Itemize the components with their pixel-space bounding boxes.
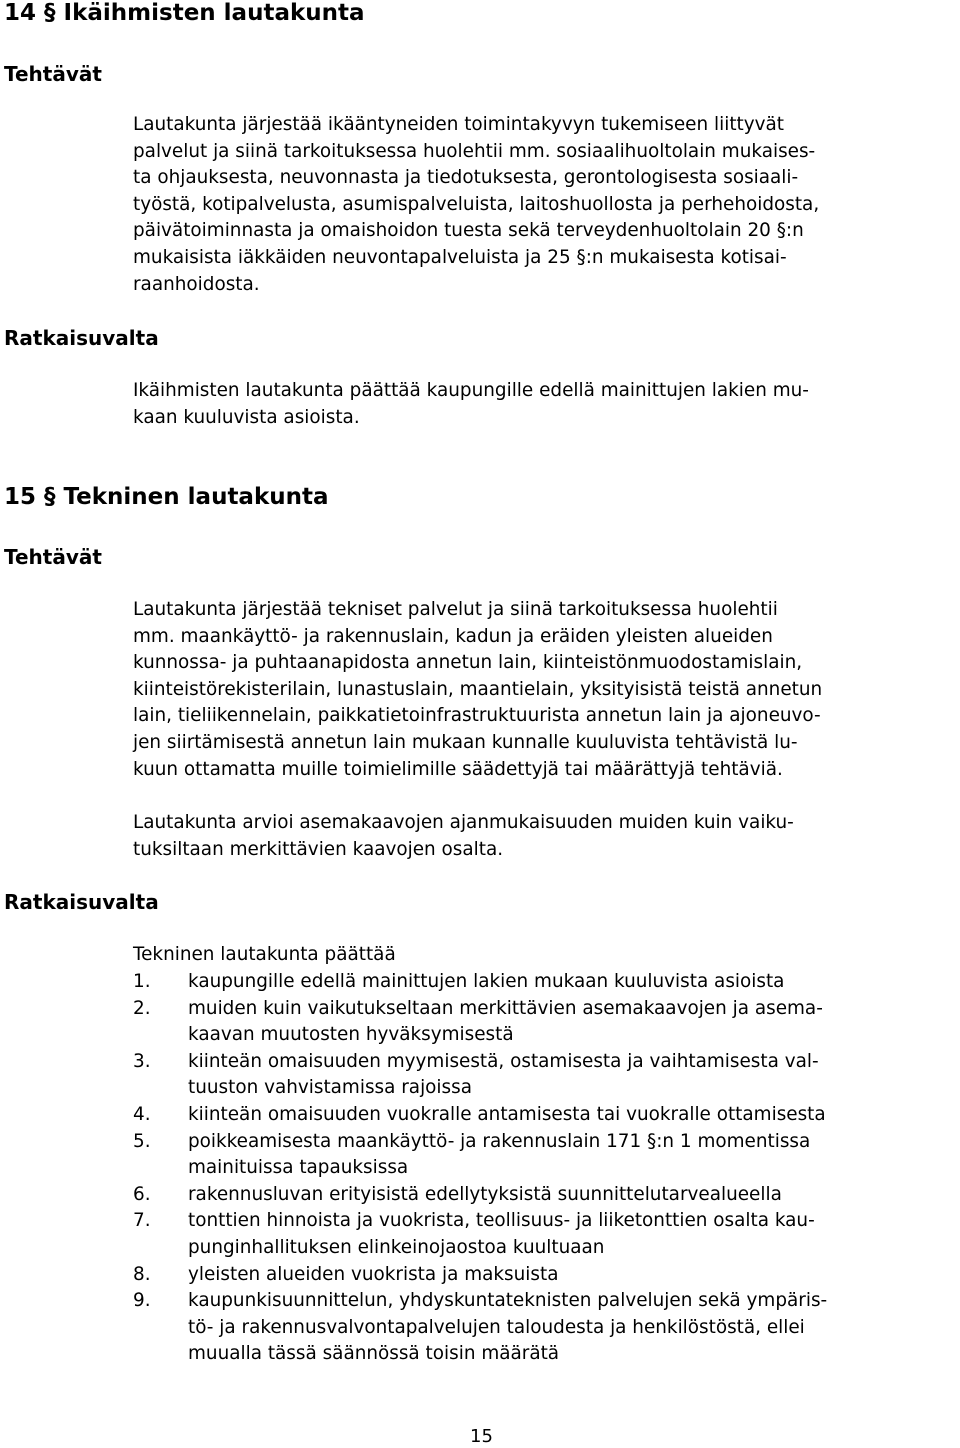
section-15-tasks-label: Tehtävät — [4, 545, 102, 569]
section-15-heading: 15 § Tekninen lautakunta — [4, 484, 329, 510]
section-14-heading: 14 § Ikäihmisten lautakunta — [4, 0, 365, 26]
section-14-authority-text: Ikäihmisten lautakunta päättää kaupungille edellä mainittujen lakien mu- kaan kuuluvista asioista. — [133, 380, 809, 428]
section-15-authority-label: Ratkaisuvalta — [4, 890, 159, 914]
page-number: 15 — [470, 1426, 493, 1447]
section-15-tasks-text: Lautakunta järjestää tekniset palvelut ja siinä tarkoituksessa huolehtii mm. maankäyttö- ja rakennuslain, kadun ja eräiden yleisten alueiden kunnossa- ja puhtaanapidosta annetun lain, kiinteistönmuodostamislain, kiinteistörekisterilain, lunastuslain, maantielain, yksityisistä teistä annetun lain, tieliikennelain, paikkatietoinfrastruktuurista annetun lain ja ajoneuvo- jen siirtämisestä annetun lain mukaan kunnalle kuuluvista tehtävistä lu- kuun ottamatta muille toimielimille säädettyjä tai määrättyjä tehtäviä. — [133, 599, 823, 780]
section-15-authority-list — [133, 969, 953, 1368]
list-item: 8. yleisten alueiden vuokrista ja maksuista — [133, 1263, 559, 1285]
list-item: 7. tonttien hinnoista ja vuokrista, teollisuus- ja liiketonttien osalta kau- punginhallituksen elinkeinojaostoa kuultuaan — [133, 1210, 815, 1258]
list-item: 9. kaupunkisuunnittelun, yhdyskuntateknisten palvelujen sekä ympäris- tö- ja rakennusvalvontapalvelujen taloudesta ja henkilöstöstä, ellei muualla tässä säännössä toisin määrätä — [133, 1290, 828, 1365]
list-item: 4. kiinteän omaisuuden vuokralle antamisesta tai vuokralle ottamisesta — [133, 1103, 826, 1125]
section-15-decides-intro: Tekninen lautakunta päättää — [133, 944, 396, 965]
list-item: 1. kaupungille edellä mainittujen lakien mukaan kuuluvista asioista — [133, 971, 785, 992]
list-item: 6. rakennusluvan erityisistä edellytyksistä suunnittelutarvealueella — [133, 1183, 782, 1205]
section-14-tasks-text: Lautakunta järjestää ikääntyneiden toimintakyvyn tukemiseen liittyvät palvelut ja siinä tarkoituksessa huolehtii mm. sosiaalihuoltolain mukaises- ta ohjauksesta, neuvonnasta ja tiedotuksesta, gerontologisesta sosiaali- työstä, kotipalvelusta, asumispalveluista, laitoshuollosta ja perhehoidosta, päivätoiminnasta ja omaishoidon tuesta sekä terveydenhuoltolain 20 §:n mukaisista iäkkäiden neuvontapalveluista ja 25 §:n mukaisesta kotisai- raanhoidosta. — [133, 114, 820, 295]
section-14-tasks-label: Tehtävät — [4, 62, 102, 86]
list-item: 5. poikkeamisesta maankäyttö- ja rakennuslain 171 §:n 1 momentissa mainituissa tapauksissa — [133, 1130, 811, 1179]
section-14-authority-label: Ratkaisuvalta — [4, 326, 159, 350]
list-item: 3. kiinteän omaisuuden myymisestä, ostamisesta ja vaihtamisesta val- tuuston vahvistamissa rajoissa — [133, 1050, 819, 1099]
list-item: 2. muiden kuin vaikutukseltaan merkittävien asemakaavojen ja asema- kaavan muutosten hyväksymisestä — [133, 997, 823, 1046]
section-15-tasks-text-2: Lautakunta arvioi asemakaavojen ajanmukaisuuden muiden kuin vaiku- tuksiltaan merkittävien kaavojen osalta. — [133, 812, 794, 860]
